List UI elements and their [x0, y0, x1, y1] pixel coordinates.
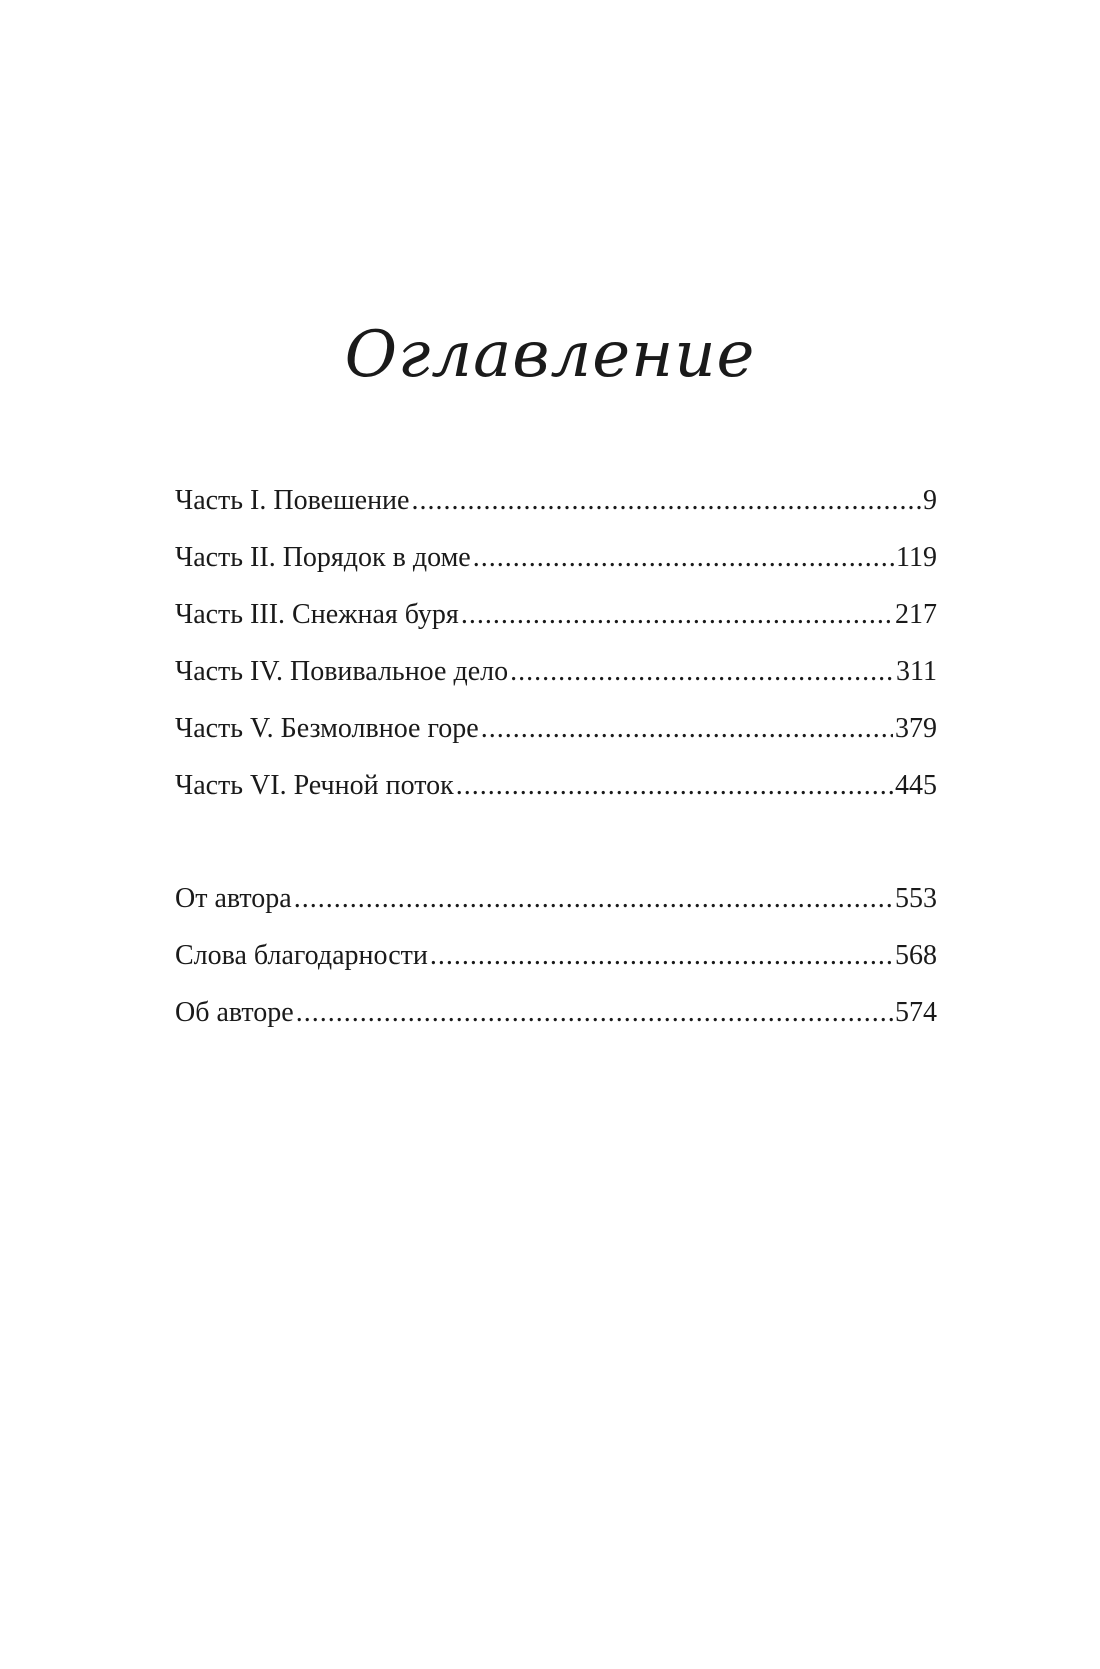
dot-leader [456, 757, 893, 814]
toc-entry[interactable] [175, 643, 937, 700]
toc-entry-page: 553 [895, 883, 937, 914]
toc-entry[interactable] [175, 700, 937, 757]
toc-entry-label: Часть II. Порядок в доме [175, 542, 471, 573]
toc-entry[interactable] [175, 870, 937, 927]
toc-entry-page: 445 [895, 770, 937, 801]
dot-leader [430, 927, 893, 984]
toc-entry-page: 119 [896, 542, 937, 573]
toc-entry[interactable] [175, 757, 937, 814]
toc-entry-page: 574 [895, 997, 937, 1028]
toc-entry[interactable] [175, 472, 937, 529]
dot-leader [510, 643, 894, 700]
toc-entry[interactable] [175, 927, 937, 984]
toc-entry-label: От автора [175, 883, 292, 914]
toc-entry-page: 217 [895, 599, 937, 630]
toc-entry[interactable] [175, 529, 937, 586]
dot-leader [473, 529, 894, 586]
toc-entry-label: Часть V. Безмолвное горе [175, 713, 479, 744]
toc-parts-list [175, 472, 937, 814]
toc-entry[interactable] [175, 586, 937, 643]
toc-back-matter-list [175, 870, 937, 1041]
toc-entry-label: Часть I. Повешение [175, 485, 410, 516]
toc-entry-page: 568 [895, 940, 937, 971]
toc-entry-page: 311 [896, 656, 937, 687]
toc-entry[interactable] [175, 984, 937, 1041]
toc-entry-label: Об авторе [175, 997, 294, 1028]
toc-entry-label: Слова благодарности [175, 940, 428, 971]
dot-leader [481, 700, 893, 757]
toc-entry-label: Часть III. Снежная буря [175, 599, 459, 630]
toc-title: Оглавление [344, 318, 756, 392]
toc-entry-page: 379 [895, 713, 937, 744]
dot-leader [461, 586, 893, 643]
toc-entry-page: 9 [923, 485, 937, 516]
dot-leader [411, 472, 921, 529]
toc-entry-label: Часть VI. Речной поток [175, 770, 454, 801]
dot-leader [294, 870, 893, 927]
toc-entry-label: Часть IV. Повивальное дело [175, 656, 509, 687]
dot-leader [296, 984, 893, 1041]
